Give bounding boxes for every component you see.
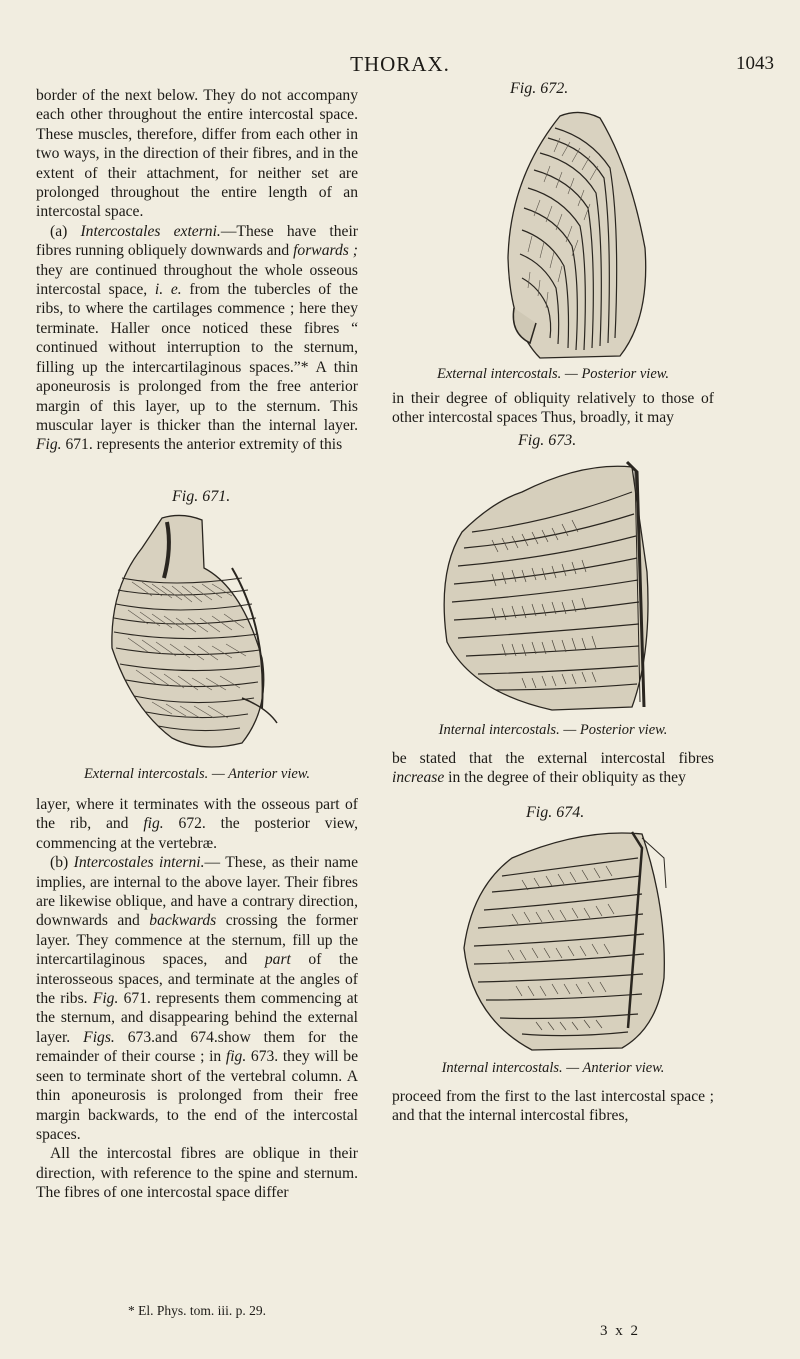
figure-label-673: Fig. 673. — [518, 432, 577, 449]
figure-caption-674: Internal intercostals. — Anterior view. — [441, 1060, 665, 1076]
right-column-text-2 — [392, 749, 714, 788]
paragraph-intercostales-externi: (a) Intercostales externi.—These have their fibres running obliquely downwards and forwards ; they are continued throughout the whole osseous intercostal space, i. e. from the tubercles of the ribs, to where the cartilages commence ; here they terminate. Haller once noticed these fibres “ continued without interruption to the sternum, filling up the intercartilaginous spaces.”* A thin aponeurosis is prolonged from the free anterior margin of this layer, up to the sternum. This muscular layer is thicker than the internal layer. Fig. 671. represents the anterior extremity of this — [36, 222, 359, 454]
term-intercostales-interni: Intercostales interni. — [73, 854, 205, 872]
figure-label-671: Fig. 671. — [172, 488, 231, 505]
page-header — [0, 52, 800, 76]
figure-label-674: Fig. 674. — [526, 804, 585, 821]
figure-label-672: Fig. 672. — [510, 80, 569, 97]
paragraph: in their degree of obliquity relatively to those of other intercostal spaces Thus, broadly, it may — [392, 390, 714, 427]
ribcage-posterior-drawing — [500, 108, 660, 360]
paragraph: proceed from the first to the last intercostal space ; and that the internal intercostal fibres, — [392, 1088, 714, 1125]
page-number: 1043 — [736, 53, 774, 74]
figure-673-illustration — [432, 452, 672, 714]
figure-674-illustration — [452, 828, 680, 1052]
ribcage-anterior-drawing — [92, 508, 292, 753]
left-column-text-bottom — [36, 795, 358, 1203]
figure-caption-671: External intercostals. — Anterior view. — [83, 766, 311, 782]
left-column-text-top — [36, 86, 358, 455]
footnote: * El. Phys. tom. iii. p. 29. — [127, 1303, 266, 1318]
signature-mark: 3 x 2 — [600, 1323, 640, 1339]
ribcage-posterior-internal-drawing — [432, 452, 672, 714]
ribcage-anterior-internal-drawing — [452, 828, 680, 1052]
paragraph-intercostales-interni: (b) Intercostales interni.— These, as their name implies, are internal to the above layer. Their fibres are likewise oblique, and have a contrary direction, downwards and backwards crossing the former layer. They commence at the sternum, fill up the intercartilaginous spaces, and part of the interosseous spaces, and terminate at the angles of the ribs. Fig. 671. represents them commencing at the sternum, and disappearing behind the external layer. Figs. 673.and 674.show them for the remainder of their course ; in fig. 673. they will be seen to terminate short of the vertebral column. A thin aponeurosis is prolonged from their free margin backwards, to the end of the intercostal spaces. — [36, 854, 359, 1143]
paragraph: layer, where it terminates with the osseous part of the rib, and fig. 672. the posterior view, commencing at the vertebræ. — [36, 796, 359, 852]
right-column-text-1 — [392, 389, 714, 428]
term-intercostales-externi: Intercostales externi. — [80, 222, 221, 240]
running-title: THORAX. — [350, 52, 450, 76]
paragraph: border of the next below. They do not accompany each other throughout the entire intercostal space. These muscles, therefore, differ from each other in two ways, in the direction of their fibres, and in the extent of their attachment, for neither set are prolonged throughout the entire length of an intercostal space. — [36, 87, 358, 221]
paragraph: be stated that the external intercostal fibres increase in the degree of their obliquity as they — [392, 750, 714, 787]
paragraph: All the intercostal fibres are oblique in their direction, with reference to the spine and sternum. The fibres of one intercostal space differ — [36, 1145, 358, 1202]
figure-caption-673: Internal intercostals. — Posterior view. — [438, 722, 668, 738]
right-column-text-3 — [392, 1087, 714, 1126]
figure-672-illustration — [500, 108, 660, 360]
figure-caption-672: External intercostals. — Posterior view. — [437, 366, 669, 382]
figure-671-illustration — [92, 508, 292, 753]
